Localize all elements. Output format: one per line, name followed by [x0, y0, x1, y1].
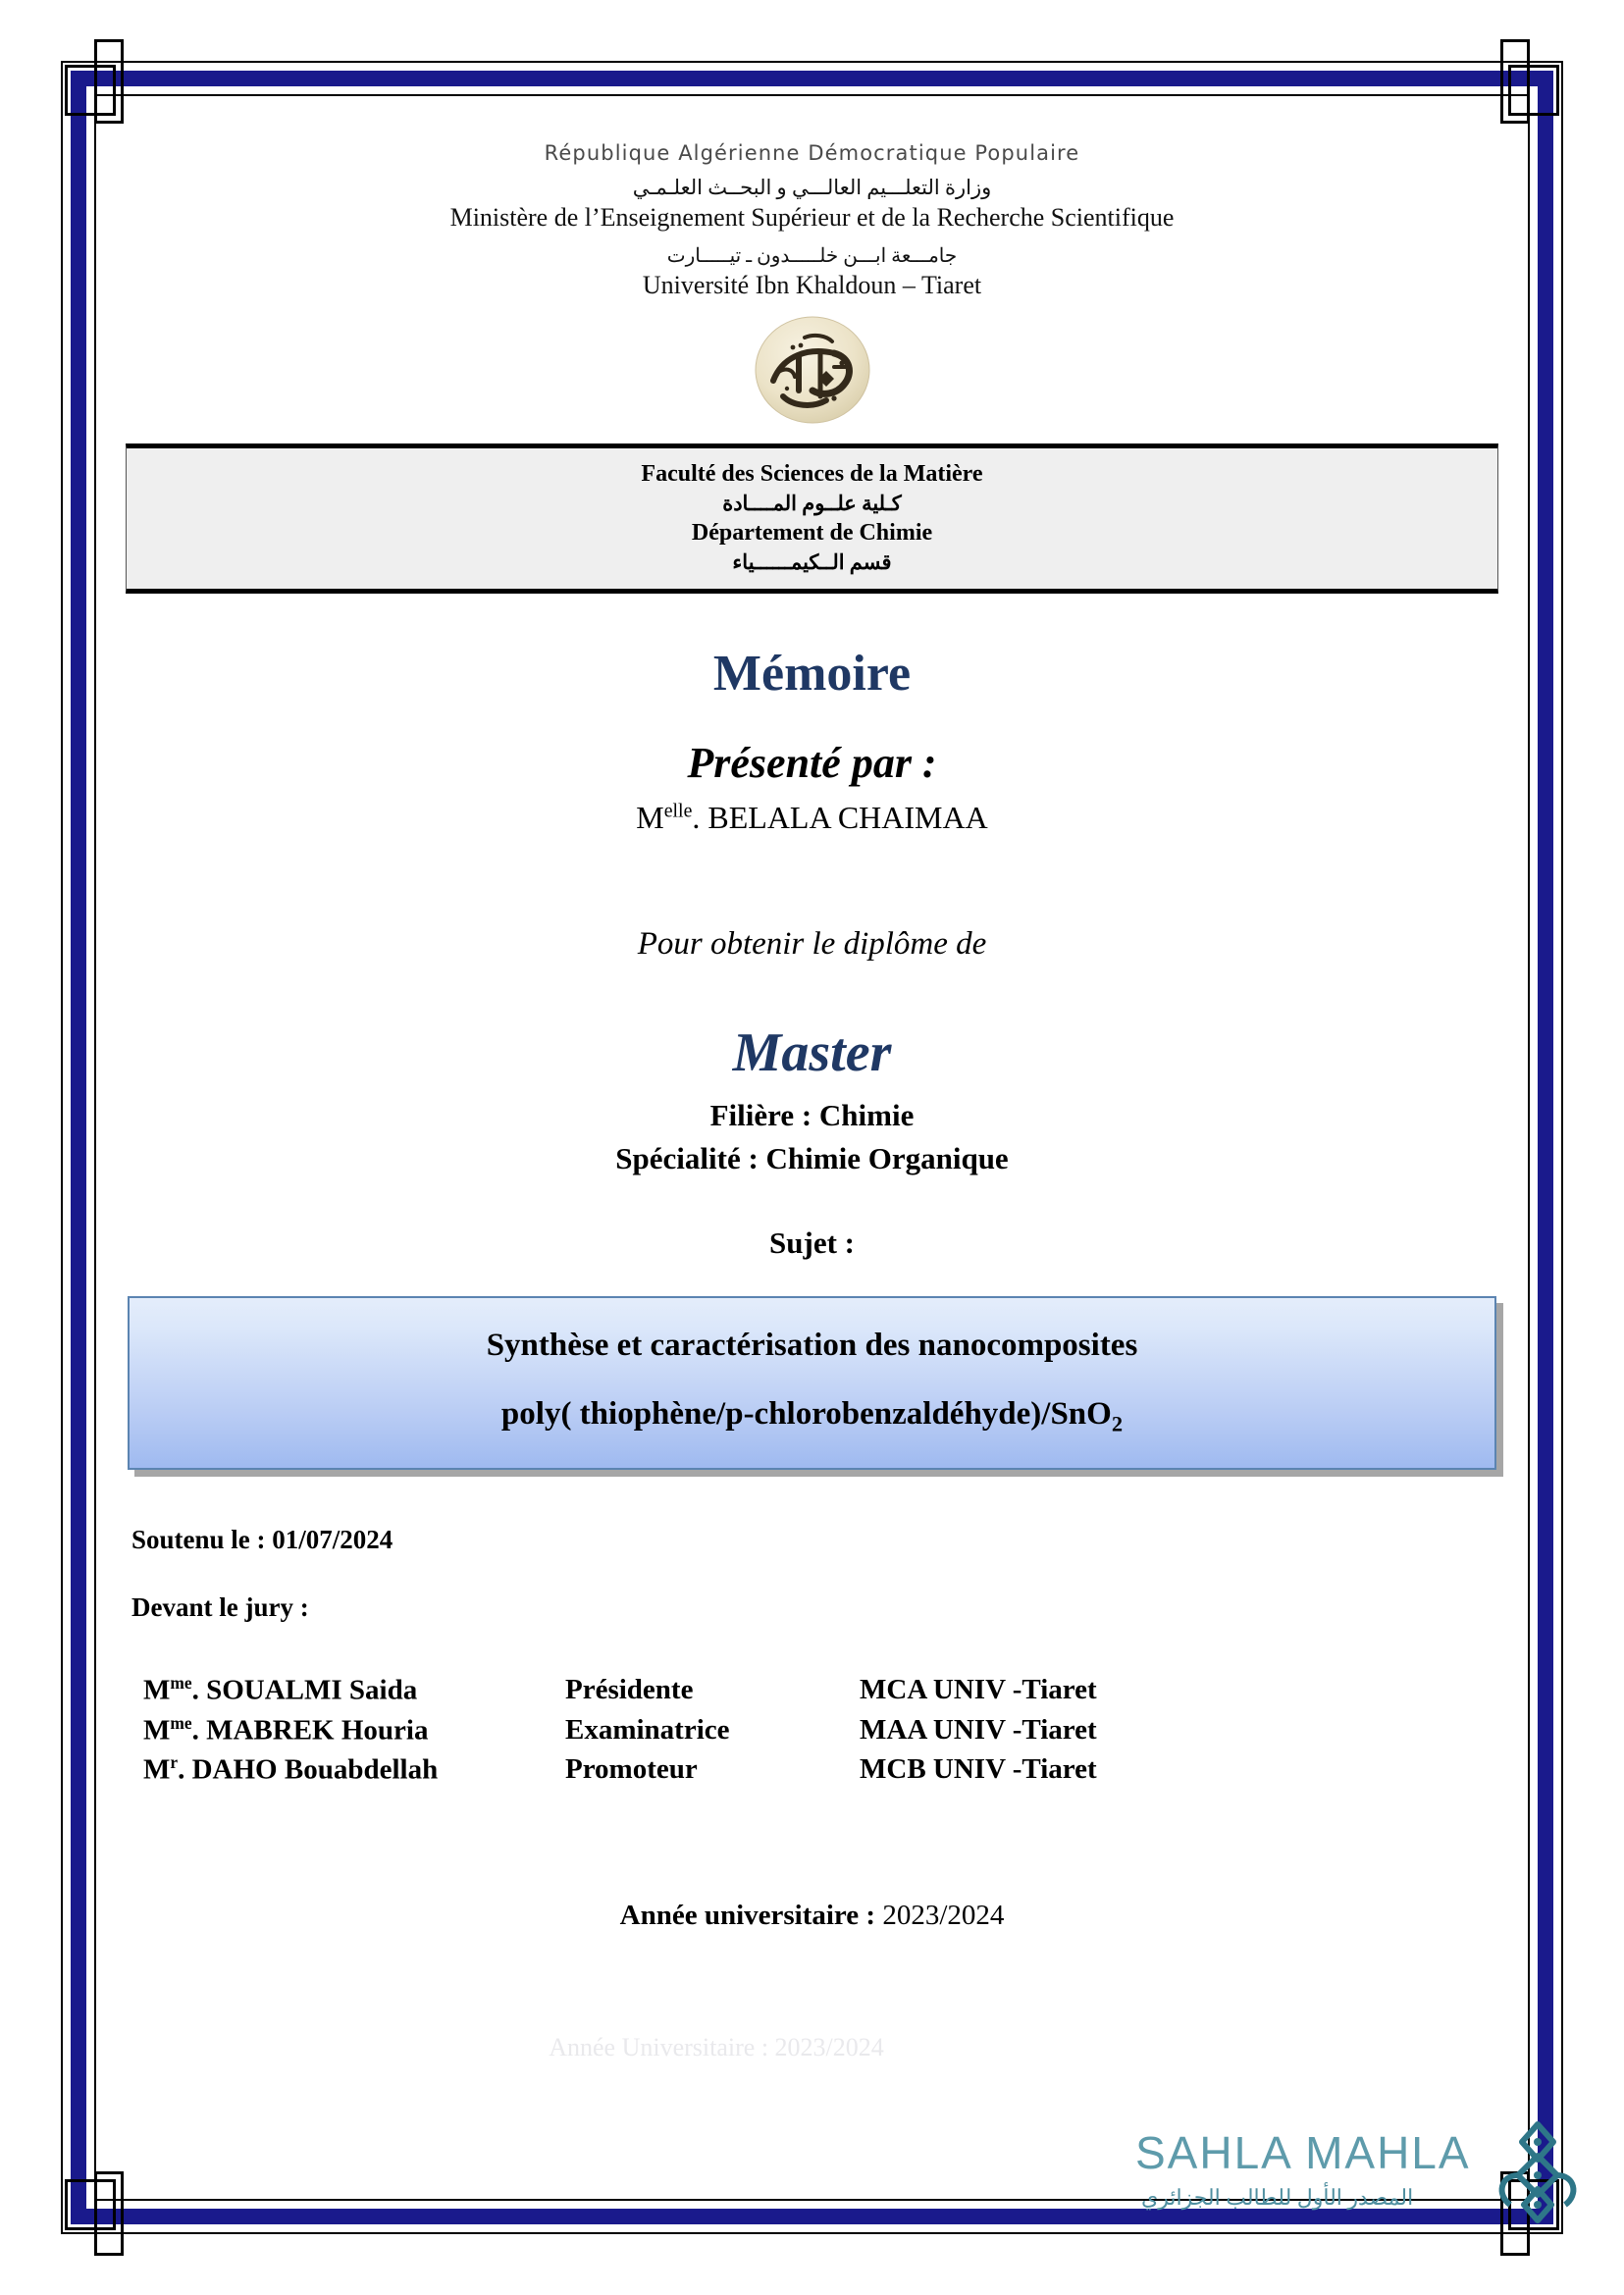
ministry-arabic: وزارة التعلـــيم العالـــي و البحــث العلـمـي [632, 176, 992, 199]
table-row [143, 1670, 1097, 1710]
corner-ornament-top-left [65, 65, 116, 116]
field-of-study: Filière : Chimie [709, 1097, 915, 1132]
faculty-department-box [126, 443, 1498, 594]
degree-purpose-text: Pour obtenir le diplôme de [637, 925, 987, 962]
thesis-subject-box [128, 1296, 1496, 1471]
jury-member-role: Examinatrice [565, 1713, 730, 1746]
republic-heading: République Algérienne Démocratique Populaire [544, 141, 1080, 165]
university-seal-icon [740, 312, 885, 428]
jury-member-name [143, 1710, 565, 1750]
jury-member-name [143, 1670, 565, 1710]
defense-date-label: Soutenu le : [131, 1525, 266, 1555]
student-title-prefix: M [636, 799, 664, 835]
thesis-title-line-2 [153, 1396, 1471, 1436]
jury-member-affiliation: MAA UNIV -Tiaret [860, 1713, 1097, 1746]
jury-heading: Devant le jury : [131, 1592, 309, 1623]
presented-by-label: Présenté par : [687, 738, 937, 787]
subject-label: Sujet : [769, 1225, 855, 1260]
jury-member-affiliation: MCA UNIV -Tiaret [860, 1673, 1097, 1705]
faculty-name-arabic: كـلية علــوم المــــادة [722, 492, 902, 516]
university-french: Université Ibn Khaldoun – Tiaret [642, 271, 982, 299]
thesis-title-line-2-text: poly( thiophène/p-chlorobenzaldéhyde)/SnO [500, 1395, 1112, 1432]
thesis-title-subscript: 2 [1111, 1411, 1124, 1436]
jury-name-text: . SOUALMI Saida [191, 1674, 418, 1706]
jury-table [143, 1670, 1097, 1790]
jury-name-text: . DAHO Bouabdellah [178, 1754, 439, 1787]
watermark-tagline-arabic: المصدر الأول للطالب الجزائري [1141, 2185, 1414, 2210]
thesis-title-line-1: Synthèse et caractérisation des nanocomposites [486, 1327, 1138, 1363]
jury-member-name [143, 1749, 565, 1790]
corner-ornament-top-right [1508, 65, 1559, 116]
table-row [143, 1749, 1097, 1790]
document-type-heading: Mémoire [712, 645, 912, 702]
jury-title-suffix: me [170, 1712, 192, 1733]
jury-title-prefix: M [143, 1674, 171, 1706]
faint-footer-text: Année Universitaire : 2023/2024 [549, 2033, 884, 2061]
jury-member-role: Promoteur [565, 1753, 698, 1786]
jury-name-text: . MABREK Houria [191, 1714, 429, 1747]
department-name-french: Département de Chimie [691, 520, 933, 547]
university-arabic: جامـــعة ابـــن خلـــــدون ـ تيـــــارت [666, 245, 958, 267]
watermark-brand-text: SAHLA MAHLA [1135, 2127, 1471, 2178]
jury-title-suffix: me [170, 1673, 192, 1694]
academic-year-row [118, 1900, 1506, 1932]
corner-ornament-bottom-left [65, 2179, 116, 2230]
corner-ornament-top-left-bar [94, 39, 124, 124]
jury-member-affiliation: MCB UNIV -Tiaret [860, 1753, 1097, 1786]
student-full-name: . BELALA CHAIMAA [692, 799, 988, 835]
academic-year-label: Année universitaire : [619, 1900, 876, 1932]
jury-title-prefix: M [143, 1754, 171, 1787]
corner-ornament-top-right-bar [1500, 39, 1530, 124]
corner-ornament-bottom-right [1508, 2179, 1559, 2230]
jury-title-suffix: r [170, 1752, 179, 1773]
ministry-french: Ministère de l’Enseignement Supérieur et de la Recherche Scientifique [449, 203, 1175, 232]
thesis-cover-page [118, 118, 1506, 2178]
student-name [118, 800, 1506, 836]
academic-year-value: 2023/2024 [882, 1900, 1005, 1932]
faculty-name-french: Faculté des Sciences de la Matière [641, 461, 983, 487]
jury-title-prefix: M [143, 1714, 171, 1747]
jury-member-role: Présidente [565, 1673, 694, 1705]
corner-ornament-bottom-right-bar [1500, 2171, 1530, 2256]
speciality: Spécialité : Chimie Organique [615, 1140, 1009, 1175]
department-name-arabic: قسم الــكيمــــــياء [732, 550, 892, 575]
university-logo-container [118, 312, 1506, 428]
student-title-suffix: elle [663, 799, 693, 821]
corner-ornament-bottom-left-bar [94, 2171, 124, 2256]
defense-date-row [131, 1525, 1506, 1555]
defense-date-value: 01/07/2024 [272, 1525, 393, 1555]
table-row [143, 1710, 1097, 1750]
degree-name: Master [732, 1021, 892, 1083]
